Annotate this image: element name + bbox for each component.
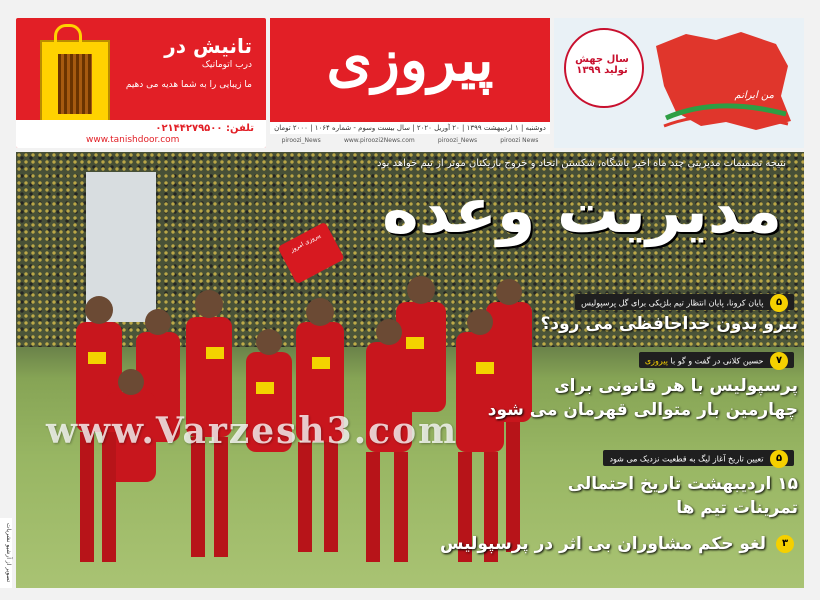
- story-tagline: ۵ پایان کرونا، پایان انتظار تیم بلژیکی برای گل پرسپولیس: [575, 294, 794, 310]
- ad-website[interactable]: www.tanishdoor.com: [86, 135, 180, 145]
- gift-bow-icon: [54, 24, 82, 43]
- story-tagline: ۵ تعیین تاریخ آغاز لیگ به قطعیت نزدیک می شود: [603, 450, 794, 466]
- story-tagline: ۷ حسین کلانی در گفت و گو با پیروزی: [639, 352, 794, 368]
- page-number-badge: ۵: [770, 294, 788, 312]
- page-number-badge: ۷: [770, 352, 788, 370]
- watermark: www.Varzesh3.com: [46, 410, 459, 452]
- ad-brand: تانیش در: [164, 34, 252, 58]
- story-title[interactable]: بیرو بدون خداحافظی می رود؟: [540, 314, 798, 334]
- social-link[interactable]: www.piroozi2News.com: [343, 137, 415, 144]
- side-credit: تصویر از آرشیو نشریات: [0, 518, 12, 588]
- iran-map-icon: [646, 26, 796, 136]
- page-number-badge: ۵: [770, 450, 788, 468]
- main-headline[interactable]: مدیریت وعده: [382, 174, 782, 247]
- story-title[interactable]: ۳ لغو حکم مشاوران بی اثر در پرسپولیس: [440, 532, 794, 556]
- ad-subtitle: درب اتوماتیک: [201, 60, 252, 70]
- map-slogan: من ایرانم: [734, 90, 774, 101]
- social-links: [270, 136, 550, 146]
- social-link[interactable]: piroozi_News: [281, 137, 321, 144]
- main-photo: [16, 152, 804, 588]
- social-link[interactable]: piroozi_News: [437, 137, 478, 144]
- masthead: [270, 18, 550, 122]
- page-number-badge: ۳: [776, 535, 794, 553]
- story-title[interactable]: ۱۵ اردیبهشت تاریخ احتمالی تمرینات تیم ها: [567, 474, 798, 518]
- ad-phone: تلفن: ۰۲۱۴۴۲۷۹۵۰۰: [155, 123, 254, 134]
- newspaper-logo: پیروزی: [326, 26, 494, 94]
- ad-tanish-door[interactable]: [16, 18, 266, 148]
- ad-slogan: ما زیبایی را به شما هدیه می دهیم: [125, 80, 252, 90]
- story-title[interactable]: پرسپولیس با هر قانونی برای چهارمین بار متوالی قهرمان می شود: [487, 376, 798, 420]
- calendar-text: سال جهش تولید ۱۳۹۹: [575, 54, 629, 76]
- dateline: دوشنبه | ۱ اردیبهشت ۱۳۹۹ | ۲۰ آوریل ۲۰۲۰ | سال بیست وسوم - شماره ۱۰۶۴ | ۲۰۰۰ تومان: [270, 122, 550, 134]
- ad-iran-campaign[interactable]: [554, 18, 804, 148]
- headline-kicker: نتیجه تصمیمات مدیریتی چند ماه اخیر باشگاه، شکستن اتحاد و خروج بازیکنان موثر از تیم خواهد بود: [377, 158, 786, 169]
- social-link[interactable]: piroozi News: [500, 137, 539, 144]
- gift-box-icon: [40, 40, 110, 124]
- tagline-highlight: پیروزی: [644, 356, 668, 366]
- red-tag-badge: پیروزی امروز: [277, 222, 344, 284]
